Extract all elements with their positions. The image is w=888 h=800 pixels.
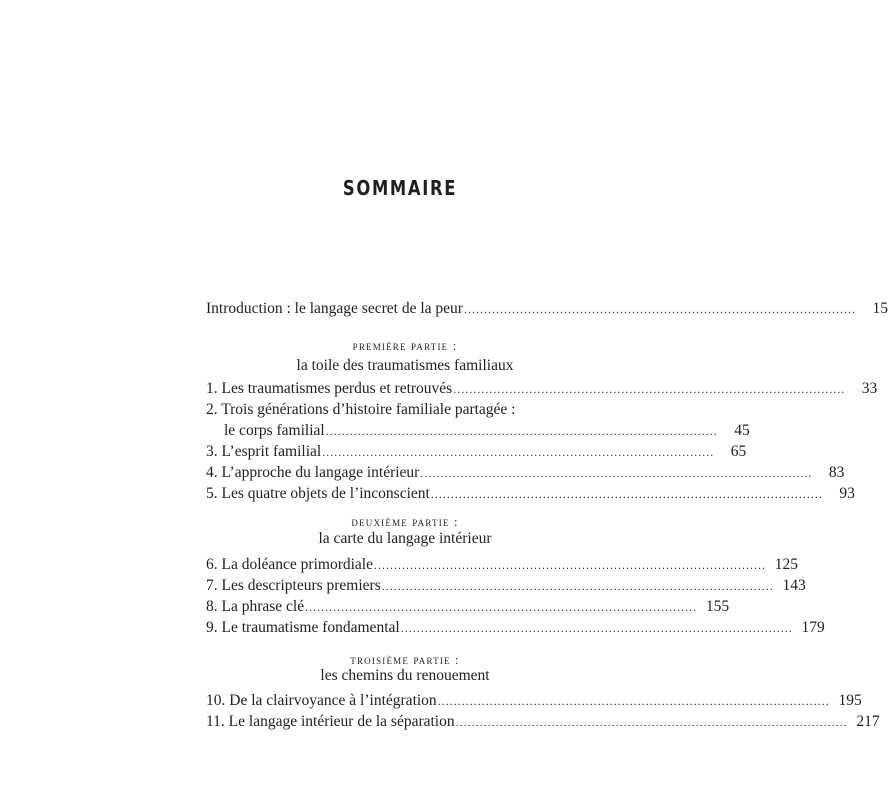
toc-entry-label: 3. L’esprit familial	[206, 443, 322, 460]
toc-entry-label: 7. Les descripteurs premiers	[206, 577, 381, 594]
part-title-2: la carte du langage intérieur	[318, 530, 492, 547]
toc-entry-page: 125	[774, 556, 798, 573]
toc-entry-page: 143	[782, 577, 806, 594]
toc-entry-8	[206, 596, 730, 618]
toc-entry-label: 6. La doléance primordiale	[206, 556, 373, 573]
toc-entry-label: 9. Le traumatisme fondamental	[206, 619, 400, 636]
part-label-2: deuxième partie :	[351, 515, 459, 529]
leader-dots: ..................................................................................................	[305, 600, 698, 614]
toc-entry-label: 11. Le langage intérieur de la séparation	[206, 713, 455, 730]
toc-entry-2-line2	[206, 420, 750, 442]
toc-entry-4	[206, 462, 845, 484]
toc-entry-label: le corps familial	[224, 422, 325, 439]
toc-entry-page: 195	[838, 692, 862, 709]
leader-dots: ..................................................................................................	[373, 558, 766, 572]
toc-entry-page: 83	[828, 464, 845, 481]
leader-dots: ..................................................................................................	[420, 466, 813, 480]
toc-entry-label: 4. L’approche du langage intérieur	[206, 464, 420, 481]
part-label-3: troisième partie :	[350, 653, 460, 667]
leader-dots: ..................................................................................................	[322, 445, 715, 459]
toc-entry-6	[206, 554, 798, 576]
part-title-3: les chemins du renouement	[320, 667, 490, 684]
leader-dots: ..................................................................................................	[437, 694, 830, 708]
toc-entry-page: 93	[839, 485, 855, 502]
leader-dots: ..................................................................................................	[455, 715, 848, 729]
toc-entry-7	[206, 575, 806, 597]
leader-dots: ..................................................................................................	[381, 579, 774, 593]
toc-entry-page: 33	[861, 380, 878, 397]
toc-entry-10	[206, 690, 862, 712]
toc-entry-page: 155	[705, 598, 730, 615]
toc-entry-page: 65	[730, 443, 747, 460]
toc-entry-page: 45	[734, 422, 750, 439]
leader-dots: ..................................................................................................	[453, 382, 846, 396]
toc-entry-5	[206, 483, 855, 505]
toc-entry-label: Introduction : le langage secret de la peur	[206, 300, 463, 317]
toc-entry-label: 8. La phrase clé	[206, 598, 305, 615]
leader-dots: ..................................................................................................	[400, 621, 793, 635]
toc-entry-11	[206, 711, 880, 733]
part-label-1: première partie :	[352, 339, 458, 353]
leader-dots: ..................................................................................................	[463, 302, 856, 316]
page-title: SOMMAIRE	[342, 176, 458, 200]
toc-entry-1	[206, 378, 878, 400]
toc-entry-3	[206, 441, 747, 463]
toc-entry-introduction	[206, 298, 888, 320]
toc-entry-2-line1: 2. Trois générations d’histoire familiale partagée :	[206, 401, 516, 418]
part-title-1: la toile des traumatismes familiaux	[296, 357, 514, 374]
toc-entry-9	[206, 617, 825, 639]
toc-entry-page: 15	[872, 300, 888, 317]
toc-entry-label: 1. Les traumatismes perdus et retrouvés	[206, 380, 453, 397]
leader-dots: ..................................................................................................	[430, 487, 823, 501]
toc-entry-label: 10. De la clairvoyance à l’intégration	[206, 692, 437, 709]
toc-entry-page: 217	[856, 713, 880, 730]
leader-dots: ..................................................................................................	[325, 424, 718, 438]
toc-entry-page: 179	[801, 619, 825, 636]
toc-entry-label: 5. Les quatre objets de l’inconscient	[206, 485, 430, 502]
